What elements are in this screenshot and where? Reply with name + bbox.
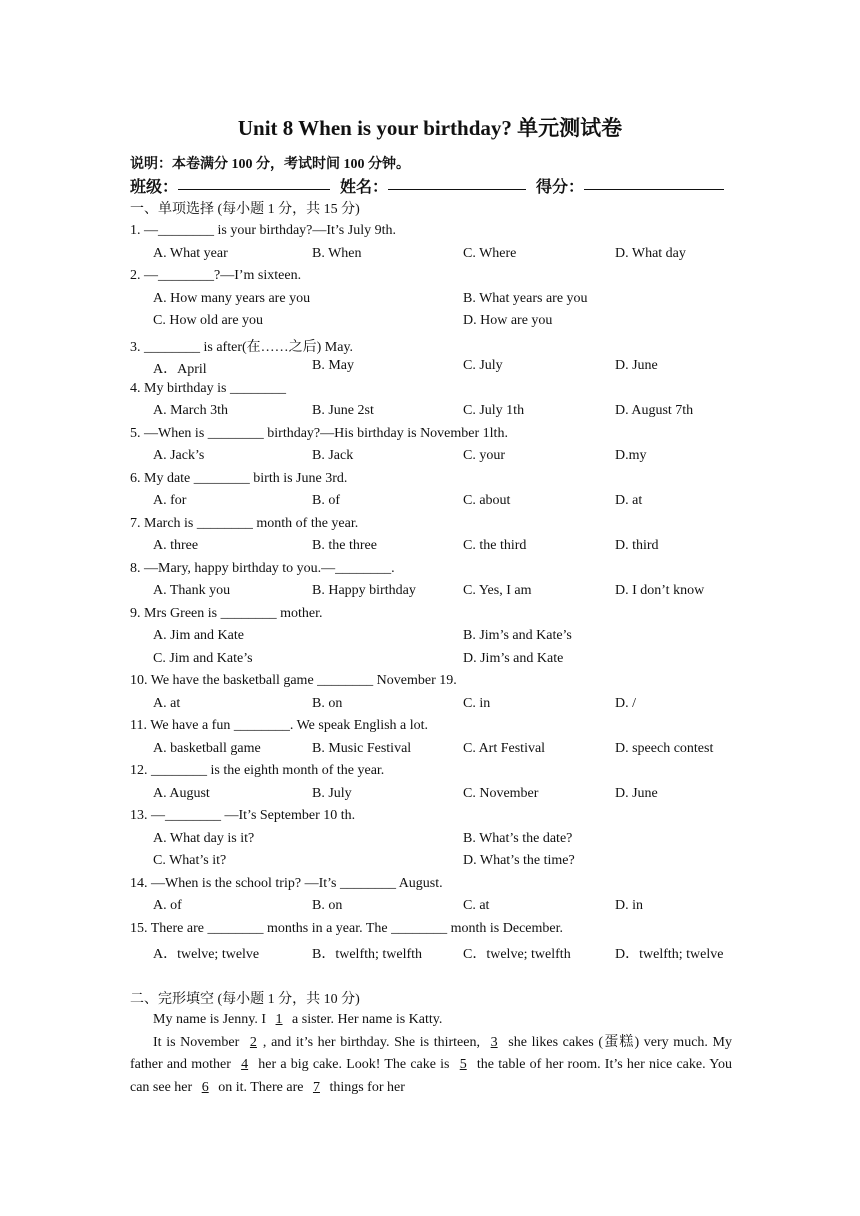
- instructions-note: 说明：本卷满分 100 分，考试时间 100 分钟。: [130, 157, 410, 172]
- question-stem: 12. ________ is the eighth month of the year.: [130, 763, 385, 778]
- answer-option: C. Jim and Kate’s: [153, 650, 253, 666]
- blank-1: 1: [275, 1012, 283, 1027]
- answer-option: A．April: [153, 362, 207, 377]
- question-stem: 6. My date ________ birth is June 3rd.: [130, 470, 348, 486]
- answer-option: D. June: [615, 785, 658, 801]
- answer-option: A. Jack’s: [153, 448, 205, 463]
- answer-option: D. I don’t know: [615, 583, 705, 598]
- name-label: 姓名：: [340, 179, 389, 196]
- answer-option: D．twelfth; twelve: [615, 947, 724, 962]
- blank-6: 6: [201, 1079, 209, 1095]
- answer-option: C. at: [463, 898, 490, 913]
- answer-option: C. How old are you: [153, 313, 264, 328]
- passage-paragraph: My name is Jenny. I 1 a sister. Her name is Katty.: [153, 1012, 443, 1027]
- name-field: [388, 174, 526, 190]
- question-stem: 11. We have a fun ________. We speak English a lot.: [130, 718, 429, 733]
- score-label: 得分：: [536, 179, 585, 196]
- answer-option: B. What years are you: [463, 290, 588, 306]
- student-info-row: [130, 174, 740, 197]
- blank-5: 5: [459, 1057, 467, 1072]
- answer-option: A. What day is it?: [153, 830, 255, 846]
- question-stem: 10. We have the basketball game ________ November 19.: [130, 673, 457, 688]
- answer-option: B. July: [312, 785, 352, 801]
- section-heading-choice: 一、单项选择 (每小题 1 分，共 15 分): [130, 202, 360, 217]
- answer-option: A. for: [153, 493, 187, 508]
- blank-7: 7: [312, 1079, 320, 1095]
- answer-option: D. What’s the time?: [463, 853, 575, 868]
- answer-option: A. three: [153, 538, 199, 553]
- answer-option: B．twelfth; twelfth: [312, 947, 423, 962]
- answer-option: D. speech contest: [615, 740, 714, 756]
- answer-option: A. basketball game: [153, 740, 261, 756]
- answer-option: B. Music Festival: [312, 740, 412, 756]
- answer-option: D. third: [615, 538, 659, 553]
- answer-option: A．twelve; twelve: [153, 947, 260, 962]
- answer-option: A. Thank you: [153, 583, 231, 598]
- blank-2: 2: [249, 1034, 257, 1050]
- passage-paragraph: It is November 2 , and it’s her birthday. She is thirteen, 3 she likes cakes (蛋糕) very much. My father and mother 4 her a big cake. Look! The cake is 5 the table of her room. It’s her nice cake. You can see her 6 on it. There are 7 things for her: [130, 1034, 733, 1095]
- answer-option: C. November: [463, 785, 539, 801]
- answer-option: A. August: [153, 785, 210, 801]
- answer-option: A. How many years are you: [153, 290, 311, 306]
- answer-option: D. /: [615, 695, 636, 711]
- question-stem: 3. ________ is after(在……之后) May.: [130, 339, 354, 355]
- question-stem: 13. —________ —It’s September 10 th.: [130, 808, 356, 823]
- answer-option: C. Where: [463, 245, 517, 261]
- answer-option: C. your: [463, 448, 505, 463]
- score-field: [584, 174, 724, 190]
- answer-option: B. the three: [312, 538, 377, 553]
- answer-option: C. in: [463, 695, 491, 711]
- answer-option: C. Yes, I am: [463, 583, 532, 598]
- answer-option: B. Jim’s and Kate’s: [463, 628, 572, 643]
- question-stem: 8. —Mary, happy birthday to you.—________.: [130, 560, 395, 576]
- answer-option: A. Jim and Kate: [153, 628, 244, 643]
- answer-option: B. Happy birthday: [312, 583, 416, 598]
- blank-4: 4: [241, 1057, 249, 1072]
- class-label: 班级：: [130, 179, 179, 196]
- question-stem: 9. Mrs Green is ________ mother.: [130, 605, 323, 621]
- blank-3: 3: [490, 1034, 498, 1050]
- answer-option: B. Jack: [312, 448, 354, 463]
- answer-option: C. July 1th: [463, 403, 525, 418]
- answer-option: A. March 3th: [153, 403, 229, 418]
- question-stem: 4. My birthday is ________: [130, 380, 286, 396]
- question-stem: 7. March is ________ month of the year.: [130, 515, 359, 531]
- answer-option: D. in: [615, 898, 643, 913]
- answer-option: D. How are you: [463, 313, 553, 328]
- section-heading-cloze: 二、完形填空 (每小题 1 分，共 10 分): [130, 992, 360, 1007]
- answer-option: A. at: [153, 695, 181, 711]
- answer-option: B. May: [312, 358, 354, 373]
- question-stem: 15. There are ________ months in a year. The ________ month is December.: [130, 920, 564, 936]
- cloze-passage: [130, 1009, 732, 1099]
- answer-option: D. June: [615, 358, 658, 373]
- question-stem: 1. —________ is your birthday?—It’s July 9th.: [130, 223, 396, 238]
- answer-option: D. at: [615, 493, 643, 508]
- answer-option: D. August 7th: [615, 403, 694, 418]
- answer-option: C. Art Festival: [463, 740, 546, 756]
- answer-option: C．twelve; twelfth: [463, 947, 571, 962]
- answer-option: D. Jim’s and Kate: [463, 650, 564, 666]
- answer-option: B. of: [312, 493, 340, 508]
- class-field: [178, 174, 330, 190]
- answer-option: B. on: [312, 898, 343, 913]
- answer-option: C. July: [463, 358, 503, 373]
- answer-option: B. on: [312, 695, 343, 711]
- answer-option: C. What’s it?: [153, 853, 227, 868]
- answer-option: A. What year: [153, 245, 228, 261]
- answer-option: C. about: [463, 493, 511, 508]
- answer-option: B. What’s the date?: [463, 830, 573, 846]
- answer-option: B. June 2st: [312, 403, 374, 418]
- answer-option: A. of: [153, 898, 182, 913]
- answer-option: B. When: [312, 245, 362, 261]
- page-title: Unit 8 When is your birthday? 单元测试卷: [237, 116, 623, 140]
- answer-option: D.my: [615, 448, 647, 463]
- answer-option: C. the third: [463, 538, 527, 553]
- answer-option: D. What day: [615, 245, 686, 261]
- question-stem: 14. —When is the school trip? —It’s ________ August.: [130, 875, 443, 891]
- question-stem: 2. —________?—I’m sixteen.: [130, 268, 302, 283]
- question-stem: 5. —When is ________ birthday?—His birthday is November 1lth.: [130, 425, 508, 441]
